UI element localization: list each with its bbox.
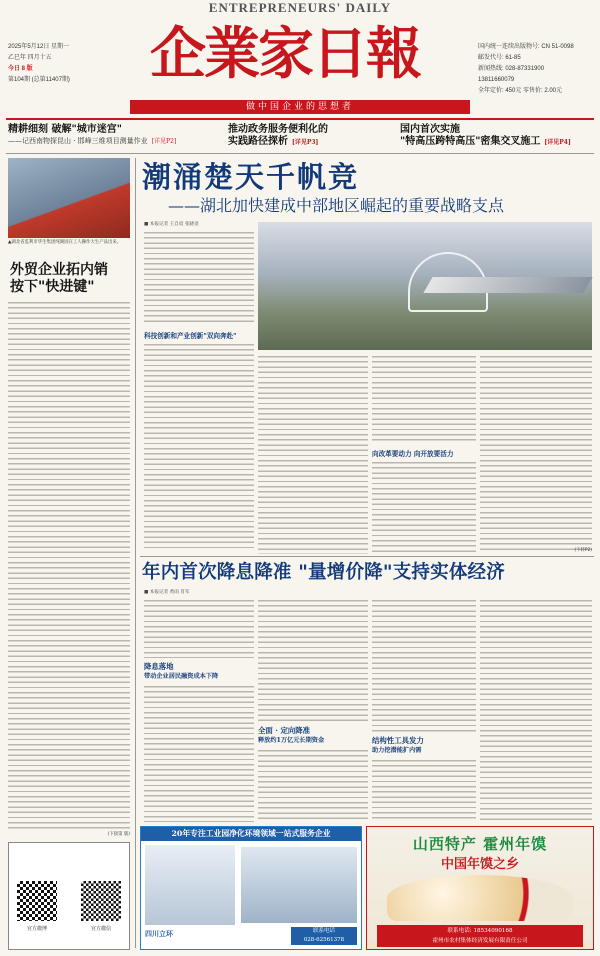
teaser-subtitle: "特高压跨特高压"密集交叉施工 [详见P4] xyxy=(400,136,571,147)
date-info xyxy=(8,42,128,86)
info-line: 国内统一连续出版物号: CN 51-0098 xyxy=(478,44,574,50)
slogan-bar: 做中国企业的思想者 xyxy=(130,100,470,114)
divider xyxy=(140,556,594,557)
teaser-1[interactable] xyxy=(8,124,198,150)
second-section-3 xyxy=(372,736,476,756)
contact-box xyxy=(8,842,130,950)
ad-right-contact xyxy=(377,925,583,947)
ad-left-headline: 20年专注工业园净化环境领域一站式服务企业 xyxy=(141,827,361,841)
lead-headline[interactable]: 潮涌楚天千帆竞 xyxy=(142,160,360,194)
qr-code-weibo[interactable] xyxy=(17,881,57,921)
second-body-1 xyxy=(144,598,254,658)
phone-number: 联系电话: 18534090168 xyxy=(447,928,513,934)
lead-section-1: 科技创新和产业创新"双向奔赴" xyxy=(144,332,237,340)
lead-body-2 xyxy=(144,342,254,552)
second-byline: ■ 本报记者 黄雨 肖军 xyxy=(144,590,190,595)
masthead-divider xyxy=(6,118,594,120)
title-line: 按下"快进键" xyxy=(10,279,95,295)
qr-label: 官方微博 xyxy=(26,926,47,932)
qr-code-wechat[interactable] xyxy=(81,881,121,921)
left-story-body xyxy=(8,300,130,830)
pages-line: 今日 8 版 xyxy=(8,66,33,72)
english-title: ENTREPRENEURS' DAILY xyxy=(208,0,392,15)
second-headline[interactable]: 年内首次降息降准 "量增价降"支持实体经济 xyxy=(142,562,505,583)
equipment-image xyxy=(145,845,235,925)
section-title: 降息落地 xyxy=(144,662,174,671)
teaser-title: 国内首次实施 xyxy=(400,124,460,135)
lead-body-1 xyxy=(144,230,254,325)
steamed-bun-image xyxy=(387,875,573,921)
section-title: 结构性工具发力 xyxy=(372,736,424,745)
masthead xyxy=(0,0,600,120)
continued-note: (下接第 版) xyxy=(107,832,130,837)
ad-left-phone-box xyxy=(291,927,357,945)
lead-continued: (下转P2) xyxy=(574,548,592,553)
issue-line: 第104期 (总第11407期) xyxy=(8,77,70,83)
teaser-tag: [详见P3] xyxy=(292,139,319,146)
cleanroom-image xyxy=(241,847,357,923)
teaser-tag: [详见P4] xyxy=(544,139,571,146)
second-body-6 xyxy=(372,758,476,822)
teaser-title: 精耕细刻 破解"城市迷宫" xyxy=(8,124,122,135)
lead-body-3 xyxy=(258,354,368,554)
teaser-title: 推动政务服务便利化的 xyxy=(228,124,328,135)
lead-body-6 xyxy=(480,354,592,550)
date-line: 2025年5月12日 星期一 xyxy=(8,44,70,50)
teaser-subtitle: 实践路径探析 [详见P3] xyxy=(228,136,319,147)
company-name: 霍州市农村集体经济发展有限责任公司 xyxy=(432,938,528,944)
brand-logo xyxy=(150,18,420,90)
second-body-5 xyxy=(372,598,476,732)
brand-name: 企業家日報 xyxy=(150,21,420,87)
left-story-title[interactable] xyxy=(10,262,130,296)
second-section-1 xyxy=(144,662,254,682)
qr-label: 官方微信 xyxy=(90,926,111,932)
lunar-line: 乙巳年 四月十五 xyxy=(8,55,52,61)
teaser-tag: [详见P2] xyxy=(151,138,177,145)
second-body-2 xyxy=(144,684,254,822)
lead-subheadline: ——湖北加快建成中部地区崛起的重要战略支点 xyxy=(168,196,505,215)
info-line: 新闻热线: 028-87331900 xyxy=(478,66,545,72)
info-line: 邮发代号: 61-85 xyxy=(478,55,521,61)
ad-left[interactable] xyxy=(140,826,362,950)
section-title: 全面 · 定向降准 xyxy=(258,726,311,735)
section-subtitle: 释放约1万亿元长期资金 xyxy=(258,737,325,744)
teaser-subtitle: ——记西南物探昆山 · 邯峰三维项目测量作业 [详见P2] xyxy=(8,137,177,145)
teaser-2[interactable] xyxy=(228,124,388,150)
second-body-7 xyxy=(480,598,592,822)
second-body-3 xyxy=(258,598,368,722)
lead-body-4 xyxy=(372,354,476,444)
title-line: 外贸企业拓内销 xyxy=(10,262,108,278)
train-shape xyxy=(423,277,592,293)
ad-right[interactable] xyxy=(366,826,594,950)
second-body-4 xyxy=(258,748,368,822)
section-subtitle: 助力挖潜能扩内需 xyxy=(372,747,422,754)
section-subtitle: 带动企业居民融资成本下降 xyxy=(144,673,219,680)
photo-caption: ▲湖北省监利市华生集团纯湖园在工人操作大生产品出来。 xyxy=(8,240,122,245)
lead-byline: ■ 本报记者 王自宸 张晓语 xyxy=(144,222,199,227)
lead-section-2: 向改革要动力 向开放要活力 xyxy=(372,450,454,458)
phone-label: 联系电话 xyxy=(312,928,335,934)
lead-photo xyxy=(258,222,592,350)
column-divider xyxy=(135,158,136,948)
publication-info xyxy=(478,42,600,97)
ad-right-headline: 山西特产 霍州年馍 xyxy=(412,835,548,853)
info-line: 全年定价: 450元 零售价: 2.00元 xyxy=(478,88,563,94)
phone-number: 028-62561378 xyxy=(303,937,345,943)
second-section-2 xyxy=(258,726,368,746)
teaser-3[interactable] xyxy=(400,124,595,150)
ad-left-company: 四川立环 xyxy=(145,929,173,938)
left-story-photo xyxy=(8,158,130,238)
ad-right-sub: 中国年馍之乡 xyxy=(440,857,519,872)
divider xyxy=(6,153,594,154)
lead-body-5 xyxy=(372,460,476,552)
info-line: 13811660079 xyxy=(478,77,515,83)
